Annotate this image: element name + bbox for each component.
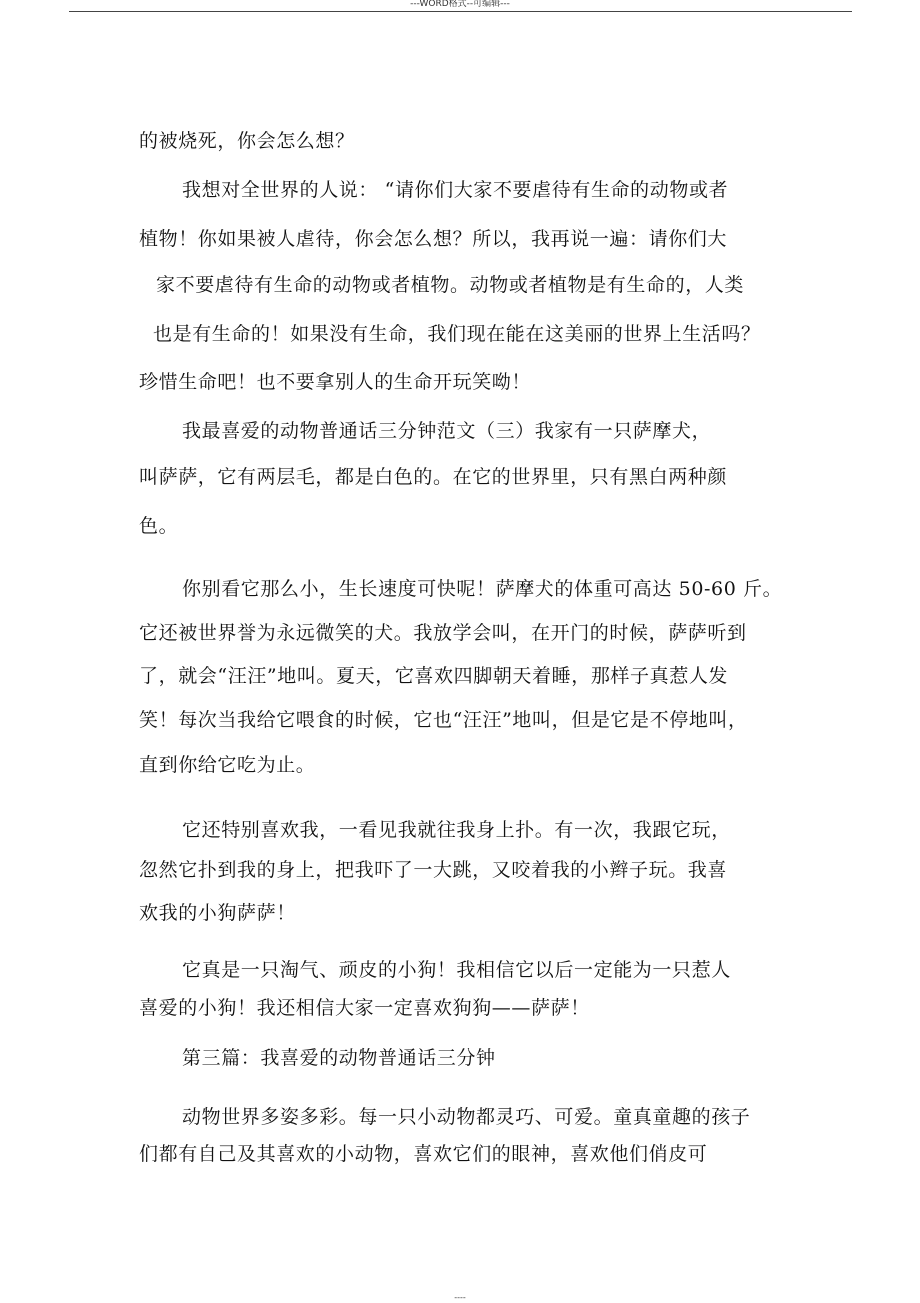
text-line: 它还被世界誉为永远微笑的犬。我放学会叫，在开门的时候，萨萨听到 [139, 622, 747, 644]
text-line: 了，就会“汪汪”地叫。夏天，它喜欢四脚朝天着睡，那样子真惹人发 [139, 665, 729, 687]
page-header: ---WORD格式--可编辑--- [410, 0, 510, 9]
section-heading: 第三篇：我喜爱的动物普通话三分钟 [182, 1047, 496, 1069]
text-line: 叫萨萨，它有两层毛，都是白色的。在它的世界里，只有黑白两种颜 [139, 466, 728, 488]
text-line: 它还特别喜欢我，一看见我就往我身上扑。有一次，我跟它玩， [182, 819, 731, 841]
text-line: 它真是一只淘气、顽皮的小狗！我相信它以后一定能为一只惹人 [182, 959, 731, 981]
text-line: 笑！每次当我给它喂食的时候，它也“汪汪”地叫，但是它是不停地叫， [139, 709, 748, 731]
text-line: 我想对全世界的人说： “请你们大家不要虐待有生命的动物或者 [182, 179, 729, 201]
text-line: 我最喜爱的动物普通话三分钟范文（三）我家有一只萨摩犬， [182, 420, 712, 442]
text-line: 你别看它那么小，生长速度可快呢！萨摩犬的体重可高达 50-60 斤。 [182, 578, 783, 600]
text-line: 动物世界多姿多彩。每一只小动物都灵巧、可爱。童真童趣的孩子 [182, 1106, 751, 1128]
text-line: 忽然它扑到我的身上，把我吓了一大跳，又咬着我的小辫子玩。我喜 [139, 859, 728, 881]
text-line: 植物！你如果被人虐待，你会怎么想？所以，我再说一遍：请你们大 [139, 228, 728, 250]
text-line: 也是有生命的！如果没有生命，我们现在能在这美丽的世界上生活吗？ [153, 323, 761, 345]
text-line: 色。 [139, 515, 179, 537]
text-line: 珍惜生命吧！也不要拿别人的生命开玩笑呦！ [139, 371, 532, 393]
text-line: 欢我的小狗萨萨！ [139, 902, 296, 924]
text-line: 的被烧死，你会怎么想？ [139, 130, 355, 152]
text-line: 们都有自己及其喜欢的小动物，喜欢它们的眼神，喜欢他们俏皮可 [139, 1143, 708, 1165]
header-divider [69, 11, 852, 12]
text-line: 家不要虐待有生命的动物或者植物。动物或者植物是有生命的，人类 [156, 274, 745, 296]
text-line: 喜爱的小狗！我还相信大家一定喜欢狗狗——萨萨！ [139, 997, 590, 1019]
text-line: 直到你给它吃为止。 [139, 754, 316, 776]
page-footer: ---- [454, 1293, 466, 1302]
